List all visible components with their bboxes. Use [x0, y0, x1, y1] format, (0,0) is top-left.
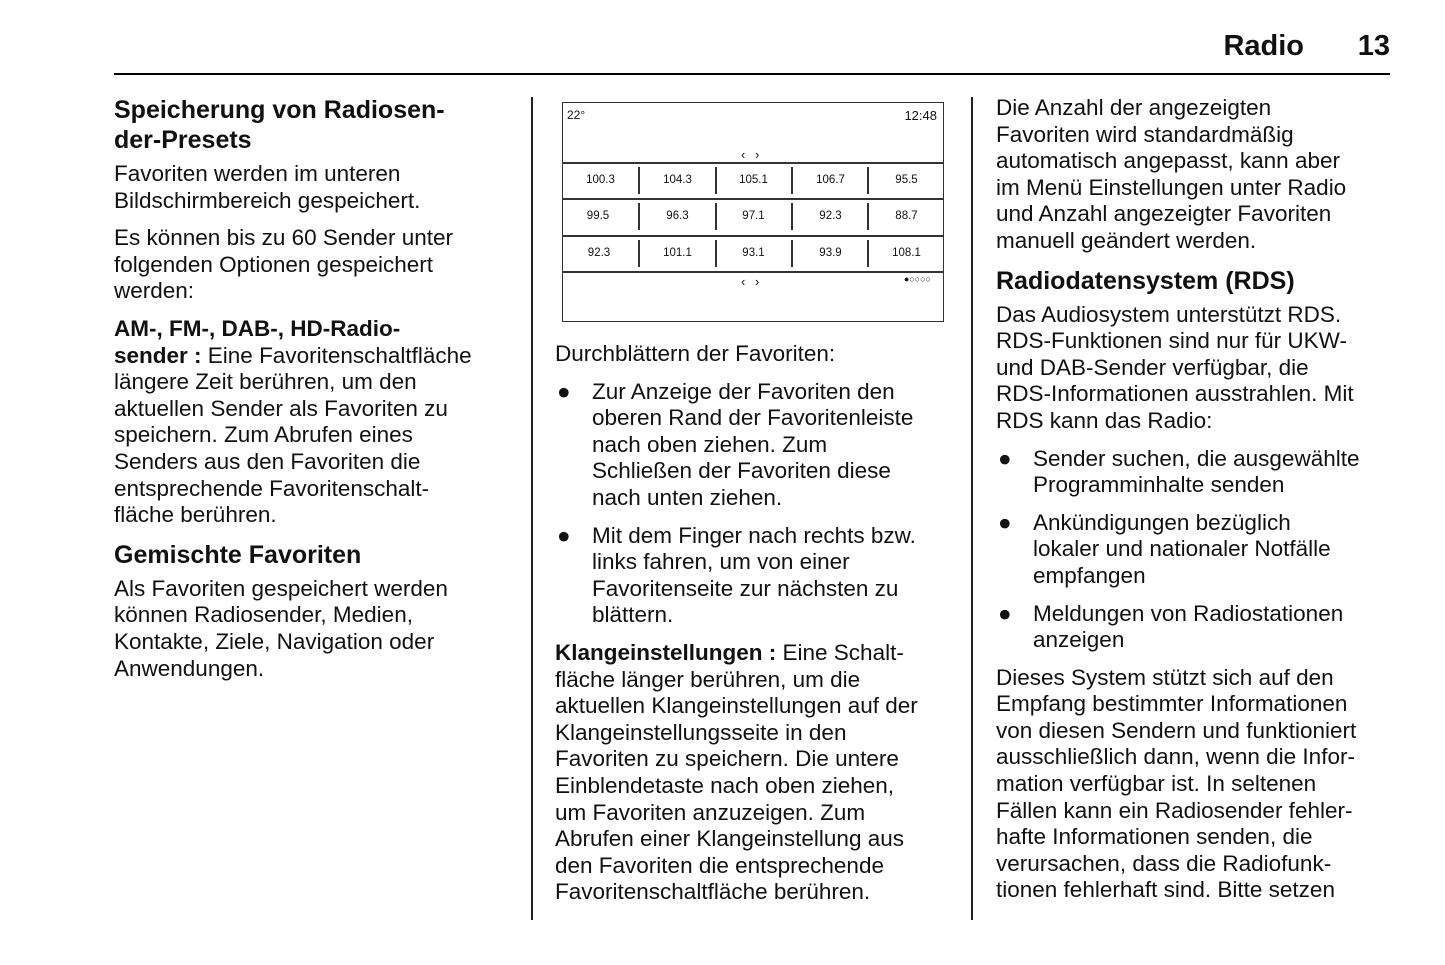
- list-item-text: Ankündigungen bezüglich lokaler und nationaler Notfälle empfangen: [1033, 509, 1331, 588]
- column-right: [996, 95, 1391, 915]
- paragraph: Als Favoriten gespeichert werden können Radiosender, Medien, Kontakte, Ziele, Navigation oder Anwendungen.: [114, 575, 448, 681]
- list-item: [555, 379, 955, 512]
- heading-rds: Radiodatensystem (RDS): [996, 266, 1295, 295]
- list-item: [996, 446, 1391, 499]
- list-item-text: Meldungen von Radiostationen anzeigen: [1033, 600, 1344, 653]
- favorite-button[interactable]: 99.5: [586, 210, 610, 222]
- divider: [563, 198, 943, 200]
- page-arrows-icon: ‹ ›: [741, 147, 763, 162]
- term-description: Eine Schalt- fläche länger berühren, um die aktuellen Klangeinstellungen auf der Klangeinstellungsseite in den Favoriten zu speichern. Die untere Einblendetaste nach oben ziehen, um Favoriten anzuzeigen. Zum Abrufen einer Klangeinstellung aus den Favoriten die entsprechende Favoritenschaltfläche berühren.: [555, 639, 918, 905]
- bullet-icon: ●: [998, 445, 1012, 471]
- list-item-text: Zur Anzeige der Favoriten den oberen Rand der Favoritenleiste nach oben ziehen. Zum Schließen der Favoriten diese nach unten ziehen.: [592, 378, 914, 510]
- bullet-icon: ●: [998, 600, 1012, 626]
- section-title: Radio: [1223, 30, 1304, 62]
- heading-presets: Speicherung von Radiosen- der-Presets: [114, 96, 445, 154]
- paragraph: Dieses System stützt sich auf den Empfang bestimmter Informationen von diesen Sendern und funktioniert ausschließlich dann, wenn die Infor- mation verfügbar ist. In seltenen Fällen kann ein Radiosender fehler- hafte Informationen senden, die verursachen, dass die Radiofunk- tionen fehlerhaft sind. Bitte setzen: [996, 664, 1357, 903]
- paragraph: Durchblättern der Favoriten:: [555, 341, 836, 366]
- page-arrows-icon[interactable]: ‹ ›: [741, 274, 763, 289]
- paragraph-sound-settings: [555, 640, 955, 906]
- bullet-icon: ●: [557, 522, 571, 548]
- divider: [563, 235, 943, 237]
- favorite-button[interactable]: 100.3: [586, 174, 615, 186]
- divider: [563, 271, 943, 273]
- favorite-button[interactable]: 108.1: [892, 247, 921, 259]
- paragraph: Das Audiosystem unterstützt RDS. RDS-Funktionen sind nur für UKW- und DAB-Sender verfügbar, die RDS-Informationen ausstrahlen. Mit RDS kann das Radio:: [996, 301, 1354, 433]
- favorite-button[interactable]: 95.5: [895, 174, 918, 186]
- radio-screen-illustration: [562, 102, 944, 322]
- favorite-button[interactable]: 93.9: [819, 247, 842, 259]
- bullet-icon: ●: [998, 509, 1012, 535]
- column-middle: [555, 341, 955, 917]
- favorite-button[interactable]: 88.7: [895, 210, 918, 222]
- paragraph-am-fm: [114, 316, 514, 529]
- favorite-button[interactable]: 96.3: [666, 210, 689, 222]
- list-item: [996, 510, 1391, 590]
- term-am-fm: AM-, FM-, DAB-, HD-Radio- sender :: [114, 315, 401, 368]
- page-number: 13: [1357, 30, 1390, 62]
- list-item: [996, 601, 1391, 654]
- page-indicator: ●○○○○: [903, 274, 931, 284]
- divider: [563, 162, 943, 164]
- favorite-button[interactable]: 101.1: [663, 247, 692, 259]
- list-item-text: Mit dem Finger nach rechts bzw. links fahren, um von einer Favoritenseite zur nächsten zu blättern.: [592, 522, 916, 628]
- favorite-button[interactable]: 92.3: [819, 210, 842, 222]
- favorite-button[interactable]: 104.3: [663, 174, 692, 186]
- list-item-text: Sender suchen, die ausgewählte Programminhalte senden: [1033, 445, 1360, 498]
- list-item: [555, 523, 955, 629]
- paragraph: Es können bis zu 60 Sender unter folgenden Optionen gespeichert werden:: [114, 225, 453, 304]
- favorite-button[interactable]: 106.7: [816, 174, 845, 186]
- favorite-button[interactable]: 93.1: [742, 247, 765, 259]
- paragraph: Die Anzahl der angezeigten Favoriten wird standardmäßig automatisch angepasst, kann aber im Menü Einstellungen unter Radio und Anzahl angezeigter Favoriten manuell geändert werden.: [996, 95, 1347, 253]
- heading-mixed-favorites: Gemischte Favoriten: [114, 540, 362, 569]
- temperature-readout: 22°: [567, 108, 586, 122]
- column-divider: [971, 97, 973, 920]
- favorite-button[interactable]: 97.1: [742, 210, 765, 222]
- header-rule: [114, 73, 1390, 75]
- column-divider: [531, 97, 533, 920]
- clock-readout: 12:48: [904, 108, 937, 123]
- bullet-list: [996, 446, 1391, 654]
- page-header: [114, 30, 1390, 74]
- column-left: [114, 95, 514, 693]
- paragraph: Favoriten werden im unteren Bildschirmbereich gespeichert.: [114, 161, 421, 213]
- bullet-icon: ●: [557, 378, 571, 404]
- term-description: Eine Favoritenschaltfläche längere Zeit berühren, um den aktuellen Sender als Favoriten zu speichern. Zum Abrufen eines Senders aus den Favoriten die entsprechende Favoritenschalt- fläche berühren.: [114, 342, 472, 528]
- favorite-button[interactable]: 92.3: [587, 247, 611, 259]
- bullet-list: [555, 379, 955, 629]
- term-sound-settings: Klangeinstellungen :: [555, 639, 777, 665]
- favorite-button[interactable]: 105.1: [739, 174, 768, 186]
